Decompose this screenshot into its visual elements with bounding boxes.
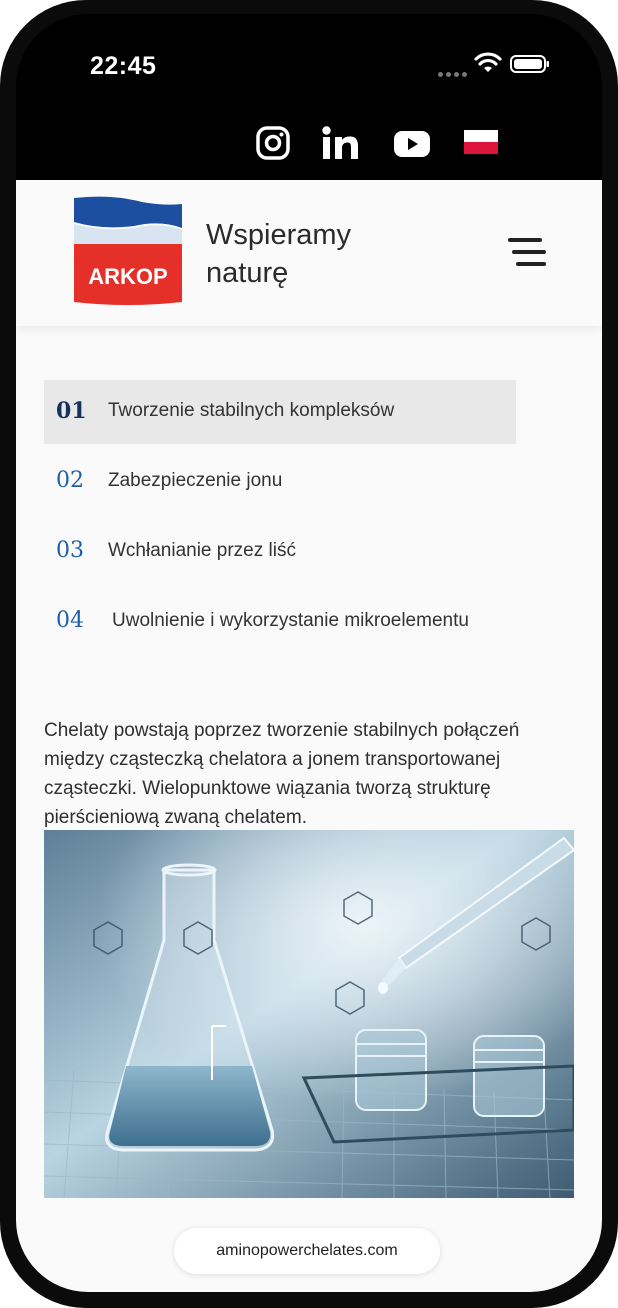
instagram-icon[interactable]	[256, 126, 290, 160]
battery-icon	[510, 55, 550, 73]
tagline-line-2: naturę	[206, 257, 289, 289]
step-item-01[interactable]	[44, 380, 516, 444]
steps-list	[44, 380, 516, 660]
screen	[16, 14, 602, 1292]
step-number: 03	[56, 538, 84, 563]
step-label: Wchłanianie przez liść	[108, 540, 296, 561]
chelate-description: Chelaty powstają poprzez tworzenie stabilnych połączeń między cząsteczką chelatora a jonem transportowanej cząsteczki. Wielopunktowe wiązania tworzą strukturę pierścieniową zwaną chelatem.	[44, 720, 520, 828]
step-item-03[interactable]	[44, 520, 516, 584]
step-number: 04	[56, 608, 84, 633]
laboratory-flask-pipette-photo	[44, 830, 574, 1198]
step-item-02[interactable]	[44, 450, 516, 514]
arkop-logo[interactable]	[72, 194, 184, 306]
url-text: aminopowerchelates.com	[216, 1242, 398, 1259]
step-label: Zabezpieczenie jonu	[108, 470, 283, 491]
wifi-icon	[474, 52, 502, 74]
step-number: 01	[56, 398, 87, 424]
step-label: Tworzenie stabilnych kompleksów	[108, 400, 395, 421]
youtube-icon[interactable]	[394, 129, 430, 159]
web-content	[16, 180, 602, 1292]
status-time: 22:45	[90, 52, 157, 80]
logo-text: ARKOP	[88, 264, 168, 289]
site-header	[16, 180, 602, 326]
site-tagline	[206, 216, 351, 292]
step-number: 02	[56, 468, 84, 493]
address-bar[interactable]	[174, 1228, 440, 1274]
step-item-04[interactable]	[44, 590, 516, 654]
linkedin-icon[interactable]	[322, 126, 360, 160]
poland-flag-icon[interactable]	[464, 130, 498, 154]
cellular-signal-icon	[438, 72, 468, 78]
tagline-line-1: Wspieramy	[206, 219, 352, 251]
step-label: Uwolnienie i wykorzystanie mikroelementu	[112, 610, 469, 631]
hamburger-menu-icon[interactable]	[508, 236, 546, 270]
